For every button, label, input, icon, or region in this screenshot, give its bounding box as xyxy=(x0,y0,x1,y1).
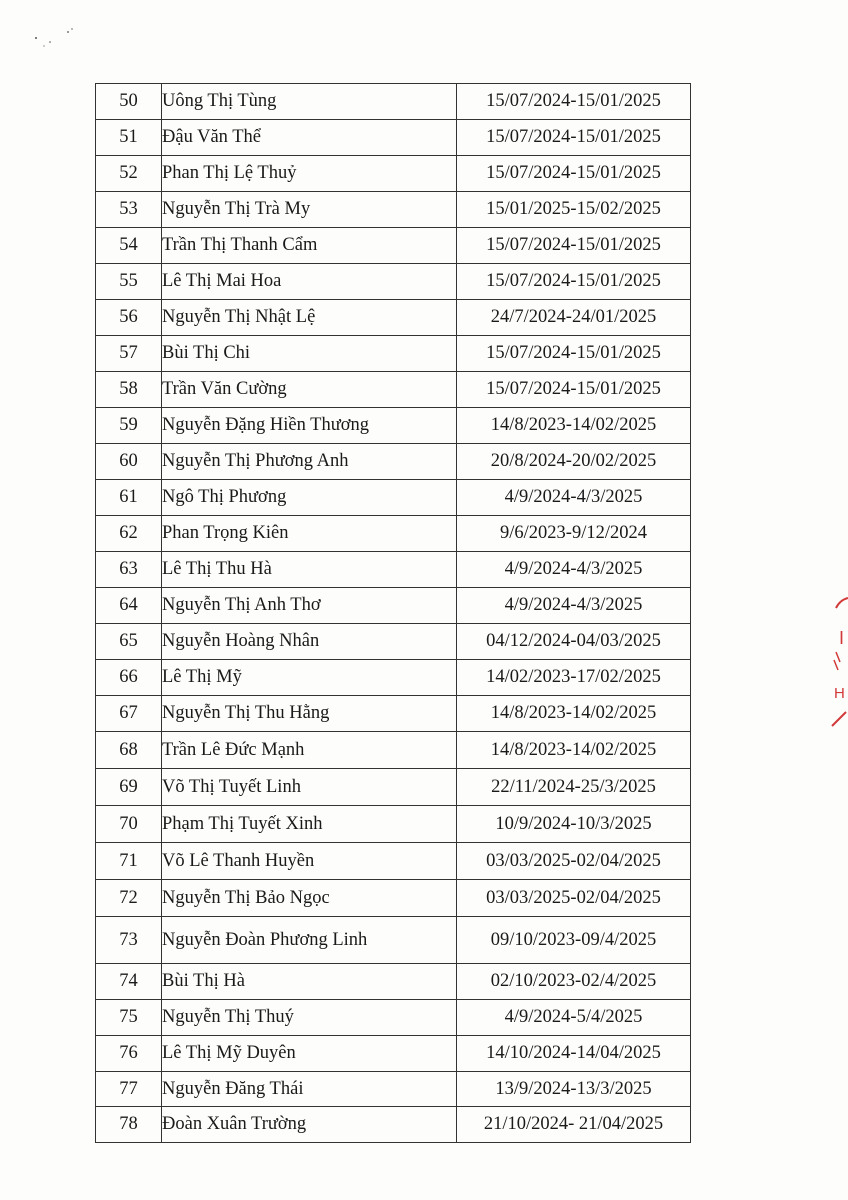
employee-name-cell: Nguyễn Hoàng Nhân xyxy=(162,624,457,660)
contract-period-cell: 09/10/2023-09/4/2025 xyxy=(457,917,691,964)
employee-name-cell: Lê Thị Mỹ xyxy=(162,660,457,696)
row-number-cell: 66 xyxy=(96,660,162,696)
employee-name-cell: Bùi Thị Chi xyxy=(162,336,457,372)
employee-name-cell: Phạm Thị Tuyết Xinh xyxy=(162,806,457,843)
contract-period-cell: 03/03/2025-02/04/2025 xyxy=(457,843,691,880)
contract-period-cell: 24/7/2024-24/01/2025 xyxy=(457,300,691,336)
seal-arc xyxy=(836,598,848,608)
row-number-cell: 78 xyxy=(96,1107,162,1143)
table-row xyxy=(96,516,691,552)
contract-period-cell: 15/07/2024-15/01/2025 xyxy=(457,84,691,120)
contract-period-cell: 15/07/2024-15/01/2025 xyxy=(457,156,691,192)
contract-period-cell: 04/12/2024-04/03/2025 xyxy=(457,624,691,660)
table-row xyxy=(96,552,691,588)
contract-period-cell: 14/8/2023-14/02/2025 xyxy=(457,732,691,769)
table-row xyxy=(96,1036,691,1072)
contract-period-cell: 4/9/2024-4/3/2025 xyxy=(457,552,691,588)
contract-period-cell: 21/10/2024- 21/04/2025 xyxy=(457,1107,691,1143)
table-row xyxy=(96,1072,691,1107)
row-number-cell: 65 xyxy=(96,624,162,660)
row-number-cell: 76 xyxy=(96,1036,162,1072)
employee-name-cell: Nguyễn Thị Anh Thơ xyxy=(162,588,457,624)
table-row xyxy=(96,264,691,300)
employee-name-cell: Nguyễn Thị Nhật Lệ xyxy=(162,300,457,336)
row-number-cell: 62 xyxy=(96,516,162,552)
contract-period-cell: 15/07/2024-15/01/2025 xyxy=(457,264,691,300)
employee-name-cell: Nguyễn Đoàn Phương Linh xyxy=(162,917,457,964)
row-number-cell: 52 xyxy=(96,156,162,192)
row-number-cell: 71 xyxy=(96,843,162,880)
row-number-cell: 53 xyxy=(96,192,162,228)
table-row xyxy=(96,769,691,806)
scan-noise-marks xyxy=(30,20,90,50)
table-row xyxy=(96,660,691,696)
table-row xyxy=(96,192,691,228)
employee-name-cell: Phan Trọng Kiên xyxy=(162,516,457,552)
roster-body xyxy=(96,84,691,1143)
employee-name-cell: Đoàn Xuân Trường xyxy=(162,1107,457,1143)
employee-name-cell: Lê Thị Thu Hà xyxy=(162,552,457,588)
contract-period-cell: 22/11/2024-25/3/2025 xyxy=(457,769,691,806)
row-number-cell: 58 xyxy=(96,372,162,408)
employee-roster-table xyxy=(95,83,691,1143)
seal-arc-bottom xyxy=(832,712,846,726)
employee-name-cell: Nguyễn Đặng Hiền Thương xyxy=(162,408,457,444)
table-row xyxy=(96,917,691,964)
employee-name-cell: Nguyễn Thị Phương Anh xyxy=(162,444,457,480)
row-number-cell: 74 xyxy=(96,964,162,1000)
row-number-cell: 61 xyxy=(96,480,162,516)
contract-period-cell: 13/9/2024-13/3/2025 xyxy=(457,1072,691,1107)
table-row xyxy=(96,372,691,408)
employee-name-cell: Ngô Thị Phương xyxy=(162,480,457,516)
contract-period-cell: 14/8/2023-14/02/2025 xyxy=(457,408,691,444)
contract-period-cell: 03/03/2025-02/04/2025 xyxy=(457,880,691,917)
contract-period-cell: 15/07/2024-15/01/2025 xyxy=(457,336,691,372)
row-number-cell: 54 xyxy=(96,228,162,264)
employee-name-cell: Nguyễn Đăng Thái xyxy=(162,1072,457,1107)
table-row xyxy=(96,84,691,120)
table-row xyxy=(96,120,691,156)
employee-name-cell: Lê Thị Mai Hoa xyxy=(162,264,457,300)
table-row xyxy=(96,336,691,372)
employee-name-cell: Uông Thị Tùng xyxy=(162,84,457,120)
row-number-cell: 73 xyxy=(96,917,162,964)
seal-letter: H xyxy=(834,685,845,702)
table-row xyxy=(96,408,691,444)
row-number-cell: 60 xyxy=(96,444,162,480)
contract-period-cell: 10/9/2024-10/3/2025 xyxy=(457,806,691,843)
employee-name-cell: Nguyễn Thị Thuý xyxy=(162,1000,457,1036)
table-row xyxy=(96,444,691,480)
contract-period-cell: 15/07/2024-15/01/2025 xyxy=(457,228,691,264)
contract-period-cell: 15/01/2025-15/02/2025 xyxy=(457,192,691,228)
row-number-cell: 55 xyxy=(96,264,162,300)
row-number-cell: 75 xyxy=(96,1000,162,1036)
employee-name-cell: Nguyễn Thị Bảo Ngọc xyxy=(162,880,457,917)
table-row xyxy=(96,300,691,336)
row-number-cell: 68 xyxy=(96,732,162,769)
row-number-cell: 70 xyxy=(96,806,162,843)
table-row xyxy=(96,1107,691,1143)
contract-period-cell: 9/6/2023-9/12/2024 xyxy=(457,516,691,552)
table-row xyxy=(96,624,691,660)
contract-period-cell: 14/02/2023-17/02/2025 xyxy=(457,660,691,696)
contract-period-cell: 20/8/2024-20/02/2025 xyxy=(457,444,691,480)
red-seal-fragment xyxy=(828,592,848,742)
table-row xyxy=(96,1000,691,1036)
contract-period-cell: 02/10/2023-02/4/2025 xyxy=(457,964,691,1000)
contract-period-cell: 15/07/2024-15/01/2025 xyxy=(457,120,691,156)
table-row xyxy=(96,964,691,1000)
employee-name-cell: Phan Thị Lệ Thuỷ xyxy=(162,156,457,192)
seal-glyph-top: I xyxy=(839,628,845,648)
row-number-cell: 72 xyxy=(96,880,162,917)
table-row xyxy=(96,228,691,264)
table-row xyxy=(96,806,691,843)
row-number-cell: 56 xyxy=(96,300,162,336)
employee-name-cell: Đậu Văn Thể xyxy=(162,120,457,156)
employee-name-cell: Trần Văn Cường xyxy=(162,372,457,408)
table-row xyxy=(96,588,691,624)
contract-period-cell: 14/10/2024-14/04/2025 xyxy=(457,1036,691,1072)
contract-period-cell: 4/9/2024-4/3/2025 xyxy=(457,480,691,516)
row-number-cell: 50 xyxy=(96,84,162,120)
row-number-cell: 59 xyxy=(96,408,162,444)
row-number-cell: 51 xyxy=(96,120,162,156)
table-row xyxy=(96,880,691,917)
row-number-cell: 63 xyxy=(96,552,162,588)
employee-name-cell: Võ Thị Tuyết Linh xyxy=(162,769,457,806)
table-row xyxy=(96,156,691,192)
employee-name-cell: Nguyễn Thị Trà My xyxy=(162,192,457,228)
employee-name-cell: Trần Thị Thanh Cẩm xyxy=(162,228,457,264)
employee-name-cell: Trần Lê Đức Mạnh xyxy=(162,732,457,769)
table-row xyxy=(96,843,691,880)
contract-period-cell: 14/8/2023-14/02/2025 xyxy=(457,696,691,732)
row-number-cell: 64 xyxy=(96,588,162,624)
table-row xyxy=(96,732,691,769)
row-number-cell: 77 xyxy=(96,1072,162,1107)
row-number-cell: 69 xyxy=(96,769,162,806)
row-number-cell: 57 xyxy=(96,336,162,372)
seal-mark xyxy=(834,652,840,670)
contract-period-cell: 4/9/2024-4/3/2025 xyxy=(457,588,691,624)
employee-name-cell: Nguyễn Thị Thu Hằng xyxy=(162,696,457,732)
table-row xyxy=(96,480,691,516)
employee-name-cell: Võ Lê Thanh Huyền xyxy=(162,843,457,880)
contract-period-cell: 15/07/2024-15/01/2025 xyxy=(457,372,691,408)
table-row xyxy=(96,696,691,732)
employee-name-cell: Lê Thị Mỹ Duyên xyxy=(162,1036,457,1072)
row-number-cell: 67 xyxy=(96,696,162,732)
contract-period-cell: 4/9/2024-5/4/2025 xyxy=(457,1000,691,1036)
employee-name-cell: Bùi Thị Hà xyxy=(162,964,457,1000)
